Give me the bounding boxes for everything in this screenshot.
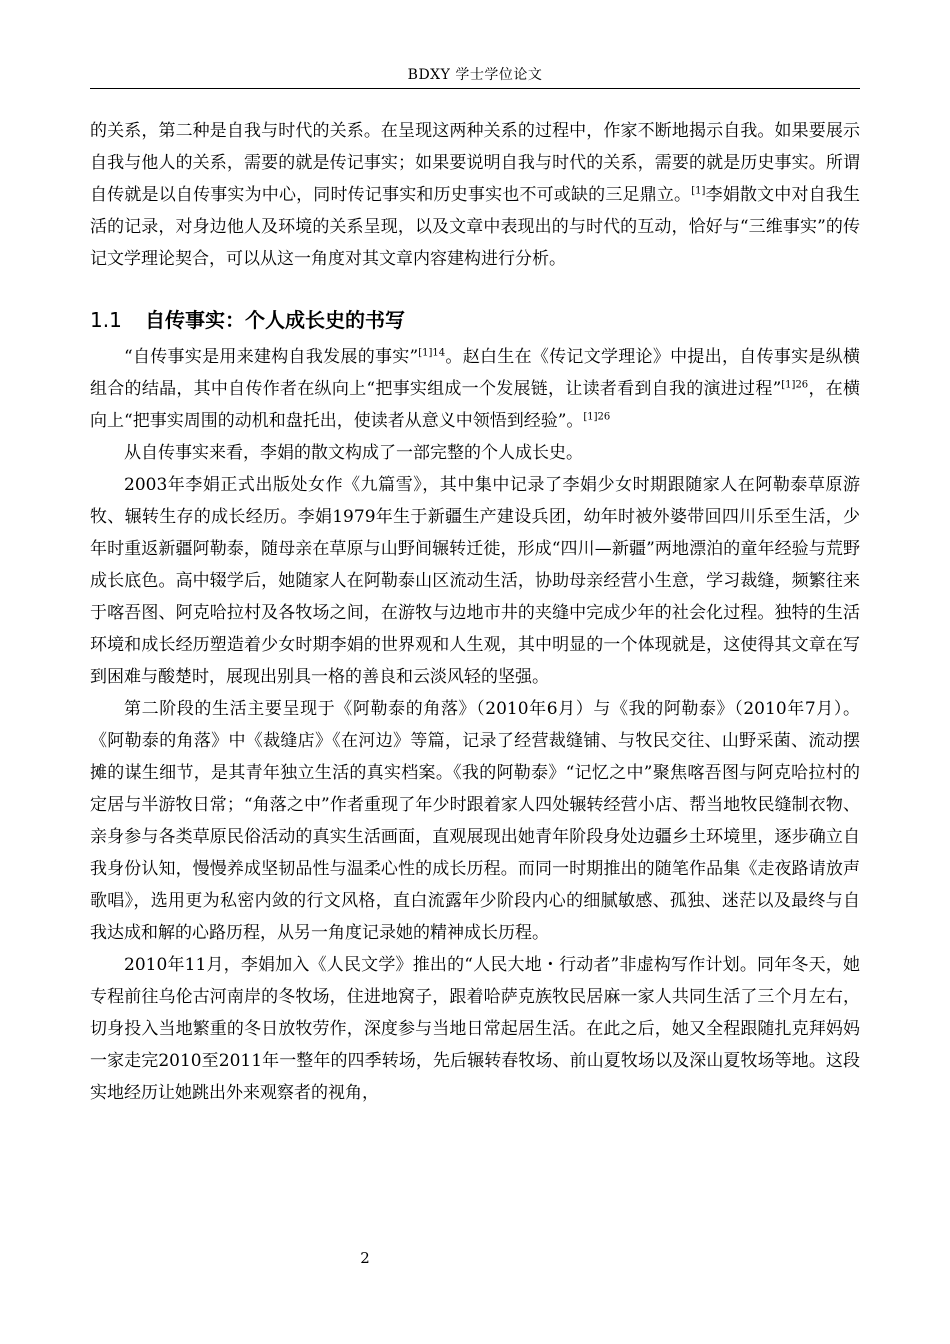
paragraph-first-stage: 2003年李娟正式出版处女作《九篇雪》，其中集中记录了李娟少女时期跟随家人在阿勒泰草原游牧、辗转生存的成长经历。李娟1979年生于新疆生产建设兵团，幼年时被外婆带回四川乐至生活，少年时重返新疆阿勒泰，随母亲在草原与山野间辗转迁徙，形成“四川—新疆”两地漂泊的童年经验与荒野成长底色。高中辍学后，她随家人在阿勒泰山区流动生活，协助母亲经营小生意，学习裁缝，频繁往来于喀吾图、阿克哈拉村及各牧场之间，在游牧与边地市井的夹缝中完成少年的社会化过程。独特的生活环境和成长经历塑造着少女时期李娟的世界观和人生观，其中明显的一个体现就是，这使得其文章在写到困难与酸楚时，展现出别具一格的善良和云淡风轻的坚强。 (90, 475, 860, 687)
section-number: 1.1 (90, 308, 122, 332)
paragraph-text: 李娟散文中对自我生活的记录，对身边他人及环境的关系呈现，以及文章中表现出的与时代的互动，恰好与“三维事实”的传记文学理论契合，可以从这一角度对其文章内容建构进行分析。 (90, 185, 861, 269)
citation-mark: [1]26 (583, 411, 611, 423)
running-header: BDXY 学士学位论文 (407, 67, 543, 83)
paragraph-text: ，在横向上“把事实周围的动机和盘托出，使读者从意义中领悟到经验”。 (90, 379, 860, 431)
paragraph-second-stage: 第二阶段的生活主要呈现于《阿勒泰的角落》（2010年6月）与《我的阿勒泰》（2010年7月）。《阿勒泰的角落》中《裁缝店》《在河边》等篇，记录了经营裁缝铺、与牧民交往、山野采菌、流动摆摊的谋生细节，是其青年独立生活的真实档案。《我的阿勒泰》“记忆之中”聚焦喀吾图与阿克哈拉村的定居与半游牧日常；“角落之中”作者重现了年少时跟着家人四处辗转经营小店、帮当地牧民缝制衣物、亲身参与各类草原民俗活动的真实生活画面，直观展现出她青年阶段身处边疆乡土环境里，逐步确立自我身份认知，慢慢养成坚韧品性与温柔心性的成长历程。而同一时期推出的随笔作品集《走夜路请放声歌唱》，选用更为私密内敛的行文风格，直白流露年少阶段内心的细腻敏感、孤独、迷茫以及最终与自我达成和解的心路历程，从另一角度记录她的精神成长历程。 (90, 699, 860, 943)
paragraph-growth-history: 从自传事实来看，李娟的散文构成了一部完整的个人成长史。 (124, 443, 583, 463)
paragraph-intro (90, 115, 860, 275)
body-text (90, 115, 860, 1109)
paragraph-text: 。赵白生在《传记文学理论》中提出，自传事实是纵横组合的结晶，其中自传作者在纵向上“把事实组成一个发展链，让读者看到自我的演进过程” (90, 347, 860, 399)
citation-mark: [1]14 (418, 347, 446, 359)
paragraph-text: 的关系，第二种是自我与时代的关系。在呈现这两种关系的过程中，作家不断地揭示自我。如果要展示自我与他人的关系，需要的就是传记事实；如果要说明自我与时代的关系，需要的就是历史事实。所谓自传就是以自传事实为中心，同时传记事实和历史事实也不可或缺的三足鼎立。 (90, 121, 860, 205)
paragraph-autobiographical-fact (90, 341, 860, 437)
page-number: 2 (360, 1249, 370, 1267)
paragraph-text: “自传事实是用来建构自我发展的事实” (124, 347, 419, 367)
paragraph-third-stage: 2010年11月，李娟加入《人民文学》推出的“人民大地・行动者”非虚构写作计划。同年冬天，她专程前往乌伦古河南岸的冬牧场，住进地窝子，跟着哈萨克族牧民居麻一家人共同生活了三个月左右，切身投入当地繁重的冬日放牧劳作，深度参与当地日常起居生活。在此之后，她又全程跟随扎克拜妈妈一家走完2010至2011年一整年的四季转场，先后辗转春牧场、前山夏牧场以及深山夏牧场等地。这段实地经历让她跳出外来观察者的视角， (90, 955, 860, 1103)
header-rule (90, 88, 860, 89)
section-heading (90, 304, 860, 336)
citation-mark: [1] (691, 185, 706, 197)
citation-mark: [1]26 (781, 379, 809, 391)
section-title: 自传事实：个人成长史的书写 (145, 308, 405, 332)
